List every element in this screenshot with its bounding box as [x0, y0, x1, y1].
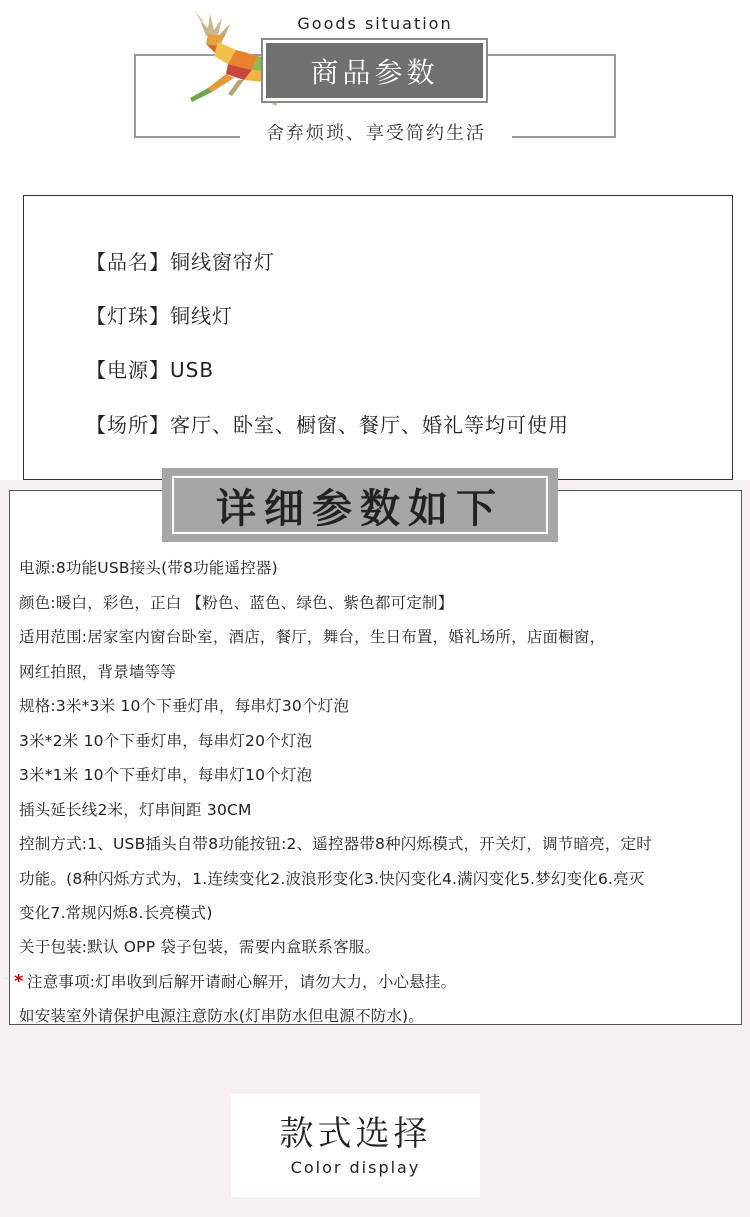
header-title-box [263, 40, 486, 101]
style-en-title: Color display [290, 1158, 421, 1177]
detail-line: 颜色:暖白，彩色，正白 【粉色、蓝色、绿色、紫色都可定制】 [19, 594, 454, 612]
info-line-power: 【电源】USB [86, 358, 215, 382]
detail-line: 电源:8功能USB接头(带8功能遥控器) [19, 559, 278, 577]
detail-line: 插头延长线2米，灯串间距 30CM [19, 801, 252, 819]
detail-line: 适用范围:居家室内窗台卧室，酒店，餐厅，舞台，生日布置，婚礼场所，店面橱窗， [19, 628, 606, 646]
product-info-box [23, 195, 733, 480]
header-slogan: 舍弃烦琐、享受简约生活 [240, 120, 512, 150]
header-en-title: Goods situation [297, 14, 453, 33]
detail-line: 规格:3米*3米 10个下垂灯串，每串灯30个灯泡 [19, 697, 350, 715]
info-line-bead: 【灯珠】铜线灯 [86, 304, 233, 328]
detail-line: 变化7.常规闪烁8.长亮模式) [19, 904, 213, 922]
style-cn-title: 款式选择 [279, 1114, 432, 1154]
detail-line: 如安装室外请保护电源注意防水(灯串防水但电源不防水)。 [19, 1007, 424, 1025]
detail-line: 功能。(8种闪烁方式为，1.连续变化2.波浪形变化3.快闪变化4.满闪变化5.梦幻变化6.亮灭 [19, 870, 645, 888]
detail-box [9, 490, 742, 1025]
header-cn-title: 商品参数 [310, 55, 439, 89]
detail-title-box [162, 468, 558, 542]
info-line-venue: 【场所】客厅、卧室、橱窗、餐厅、婚礼等均可使用 [86, 413, 569, 437]
detail-title-frame [172, 476, 548, 534]
warning-star-icon: * [14, 971, 24, 992]
detail-line: 网红拍照，背景墙等等 [19, 663, 177, 681]
detail-section [0, 480, 750, 1217]
style-selection-box [231, 1094, 480, 1197]
detail-line: 3米*1米 10个下垂灯串，每串灯10个灯泡 [19, 766, 313, 784]
detail-line: 关于包装:默认 OPP 袋子包装，需要内盒联系客服。 [19, 938, 381, 956]
detail-line-notice: 注意事项:灯串收到后解开请耐心解开，请勿大力，小心悬挂。 [27, 973, 457, 991]
detail-title: 详细参数如下 [216, 485, 504, 532]
detail-line: 控制方式:1、USB插头自带8功能按钮:2、遥控器带8种闪烁模式，开关灯，调节暗亮，定时 [19, 835, 653, 853]
info-line-name: 【品名】铜线窗帘灯 [86, 250, 275, 274]
detail-line: 3米*2米 10个下垂灯串，每串灯20个灯泡 [19, 732, 313, 750]
